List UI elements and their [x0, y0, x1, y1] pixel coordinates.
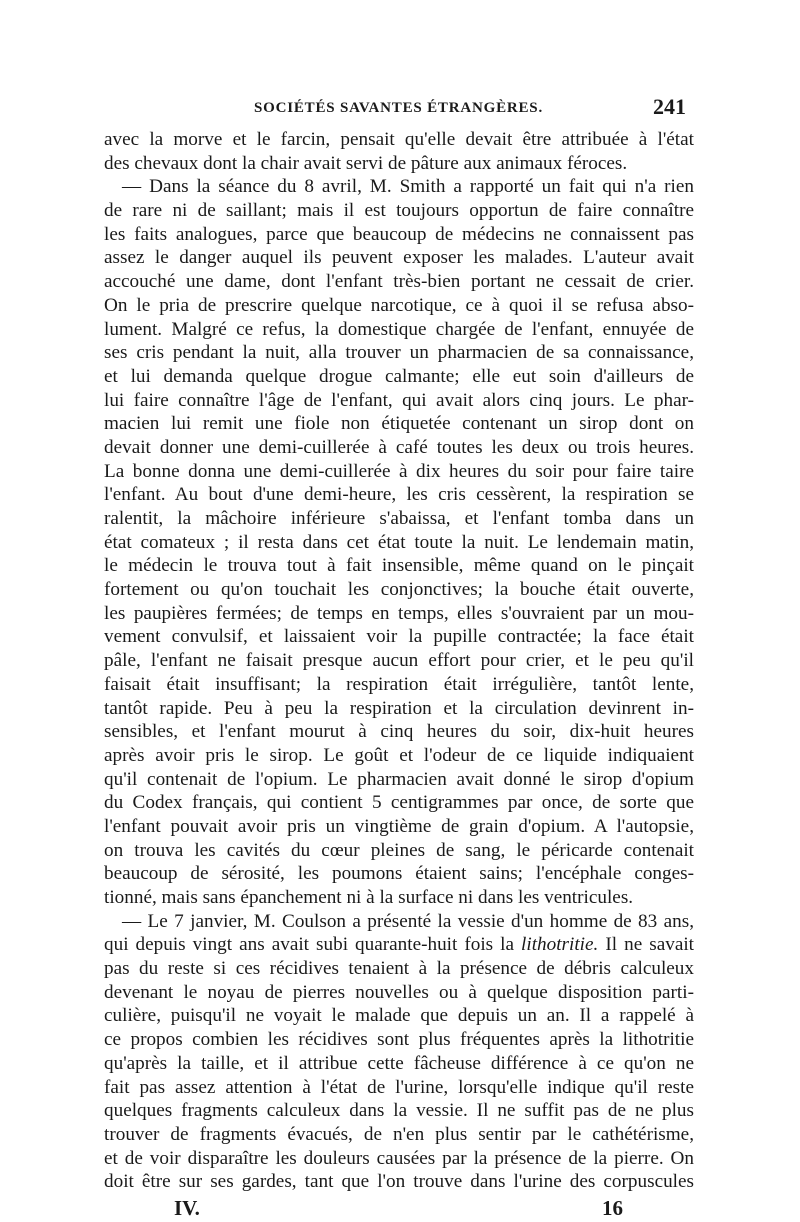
volume-signature: IV.: [174, 1195, 200, 1220]
text-line: beaucoup de sérosité, les poumons étaient sains; l'encéphale conges-: [104, 863, 694, 885]
text-line: état comateux ; il resta dans cet état toute la nuit. Le lendemain matin,: [104, 531, 694, 553]
text-line: macien lui remit une fiole non étiquetée contenant un sirop dont on: [104, 413, 694, 435]
text-line: qu'il contenait de l'opium. Le pharmacien avait donné le sirop d'opium: [104, 768, 694, 790]
text-line: et de voir disparaître les douleurs causées par la présence de la pierre. On: [104, 1147, 694, 1169]
text-line: lument. Malgré ce refus, la domestique chargée de l'enfant, ennuyée de: [104, 318, 694, 340]
text-line: du Codex français, qui contient 5 centigrammes par once, de sorte que: [104, 792, 694, 814]
text-line: assez le danger auquel ils peuvent exposer les malades. L'auteur avait: [104, 247, 694, 269]
text-line: le médecin le trouva tout à fait insensible, même quand on le pinçait: [104, 555, 694, 577]
text-line: après avoir pris le sirop. Le goût et l'odeur de ce liquide indiquaient: [104, 744, 694, 766]
text-segment: qui depuis vingt ans avait subi quarante-huit fois la: [104, 934, 515, 956]
text-line: doit être sur ses gardes, tant que l'on trouve dans l'urine des corpuscules: [104, 1171, 694, 1193]
text-line: on trouva les cavités du cœur pleines de sang, le péricarde contenait: [104, 839, 694, 861]
text-line: tantôt rapide. Peu à peu la respiration et la circulation devinrent in-: [104, 697, 694, 719]
text-line-mixed: [104, 933, 694, 957]
text-line: pâle, l'enfant ne faisait presque aucun effort pour crier, et le peu qu'il: [104, 650, 694, 672]
text-line: les faits analogues, parce que beaucoup de médecins ne connaissent pas: [104, 223, 694, 245]
text-line: accouché une dame, dont l'enfant très-bien portant ne cessait de crier.: [104, 271, 694, 293]
text-line: l'enfant. Au bout d'une demi-heure, les cris cessèrent, la respiration se: [104, 484, 694, 506]
text-line: et lui demanda quelque drogue calmante; elle eut soin d'ailleurs de: [104, 365, 694, 387]
text-line: les paupières fermées; de temps en temps, elles s'ouvraient par un mou-: [104, 602, 694, 624]
text-line: fait pas assez attention à l'état de l'urine, lorsqu'elle indique qu'il reste: [104, 1076, 694, 1098]
text-line: devait donner une demi-cuillerée à café toutes les deux ou trois heures.: [104, 436, 694, 458]
text-line: tionné, mais sans épanchement ni à la surface ni dans les ventricules.: [104, 887, 634, 908]
text-line: devenant le noyau de pierres nouvelles ou à quelque disposition parti-: [104, 981, 694, 1003]
body-text: [104, 128, 694, 1194]
running-head: SOCIÉTÉS SAVANTES ÉTRANGÈRES.: [254, 100, 544, 116]
text-segment: Il ne savait: [598, 934, 694, 956]
text-line: fortement ou qu'on touchait les conjonctives; la bouche était ouverte,: [104, 579, 694, 601]
text-line: ralentit, la mâchoire inférieure s'abaissa, et l'enfant tomba dans un: [104, 508, 694, 529]
text-line: des chevaux dont la chair avait servi de pâture aux animaux féroces.: [104, 152, 628, 174]
text-line: La bonne donna une demi-cuillerée à dix heures du soir pour faire taire: [104, 460, 694, 482]
text-line: ce propos combien les récidives sont plus fréquentes après la lithotritie: [104, 1029, 694, 1051]
text-line: quelques fragments calculeux dans la vessie. Il ne suffit pas de ne plus: [104, 1100, 694, 1122]
text-line: On le pria de prescrire quelque narcotique, ce à quoi il se refusa abso-: [104, 294, 694, 316]
text-line: faisait était insuffisant; la respiration était irrégulière, tantôt lente,: [104, 673, 694, 695]
gathering-signature: 16: [602, 1195, 623, 1220]
page-header: [104, 94, 694, 128]
text-line: de rare ni de saillant; mais il est toujours opportun de faire connaître: [104, 200, 694, 222]
book-page: [104, 94, 694, 1222]
page-number: 241: [653, 94, 686, 119]
text-line: trouver de fragments évacués, de n'en plus sentir par le cathétérisme,: [104, 1123, 694, 1145]
page-footer: [104, 1196, 694, 1222]
text-line: — Le 7 janvier, M. Coulson a présenté la vessie d'un homme de 83 ans,: [122, 910, 694, 932]
text-line: qu'après la taille, et il attribue cette fâcheuse différence à ce qu'on ne: [104, 1052, 694, 1074]
text-line: l'enfant pouvait avoir pris un vingtième de grain d'opium. A l'autopsie,: [104, 815, 694, 837]
italic-term: lithotritie.: [521, 934, 599, 956]
text-line: culière, puisqu'il ne voyait le malade que depuis un an. Il a rappelé à: [104, 1005, 694, 1027]
text-line: vement convulsif, et laissaient voir la pupille contractée; la face était: [104, 626, 694, 648]
text-line: avec la morve et le farcin, pensait qu'elle devait être attribuée à l'état: [104, 129, 694, 150]
text-line: lui faire connaître l'âge de l'enfant, qui avait alors cinq jours. Le phar-: [104, 389, 694, 411]
text-line: ses cris pendant la nuit, alla trouver un pharmacien de sa connaissance,: [104, 342, 694, 364]
text-line: sensibles, et l'enfant mourut à cinq heures du soir, dix-huit heures: [104, 721, 694, 743]
text-line: pas du reste si ces récidives tenaient à la présence de débris calculeux: [104, 958, 694, 980]
text-line: — Dans la séance du 8 avril, M. Smith a rapporté un fait qui n'a rien: [122, 176, 694, 198]
